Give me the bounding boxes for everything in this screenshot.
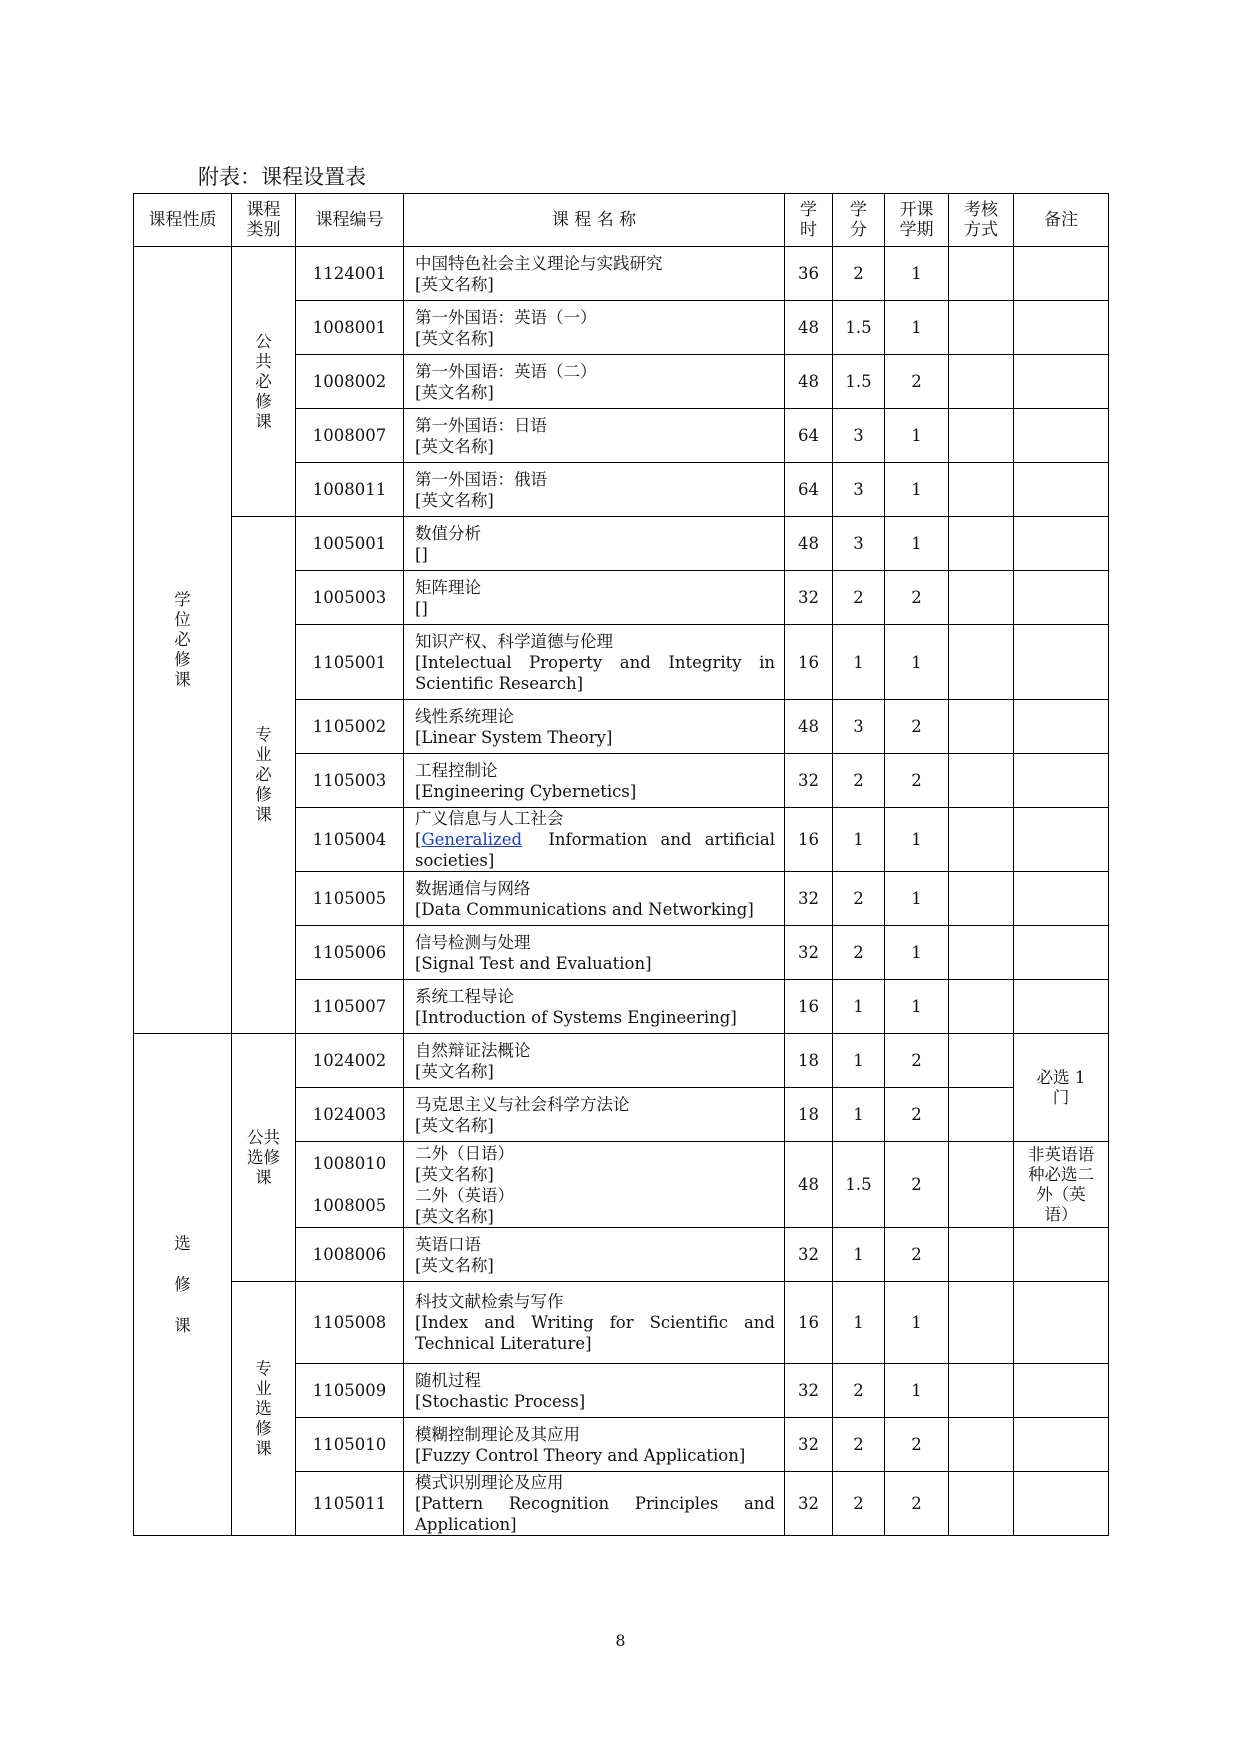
course-semester: 2 — [885, 1034, 949, 1088]
course-name: 知识产权、科学道德与伦理 [Intelectual Property and Integrity in Scientific Research] — [404, 625, 785, 700]
course-name: 二外（日语） [英文名称] 二外（英语） [英文名称] — [404, 1142, 785, 1228]
course-code: 1008002 — [296, 355, 404, 409]
course-code: 1105009 — [296, 1364, 404, 1418]
course-assessment — [949, 700, 1014, 754]
group-elective: 选修课 — [134, 1034, 232, 1536]
course-hours: 32 — [785, 1364, 833, 1418]
course-remark — [1014, 571, 1109, 625]
header-semester: 开课学期 — [885, 194, 949, 247]
course-remark — [1014, 1228, 1109, 1282]
group-public-required: 公共必修课 — [232, 247, 296, 517]
course-code: 1005003 — [296, 571, 404, 625]
course-assessment — [949, 1088, 1014, 1142]
course-semester: 1 — [885, 517, 949, 571]
course-code: 1105006 — [296, 926, 404, 980]
course-credits: 2 — [833, 247, 885, 301]
course-semester: 1 — [885, 1364, 949, 1418]
course-code: 1105008 — [296, 1282, 404, 1364]
course-assessment — [949, 517, 1014, 571]
course-hours: 16 — [785, 980, 833, 1034]
course-credits: 2 — [833, 1418, 885, 1472]
course-credits: 1 — [833, 1282, 885, 1364]
course-assessment — [949, 247, 1014, 301]
course-credits: 1 — [833, 1088, 885, 1142]
course-remark — [1014, 808, 1109, 872]
course-code: 1105003 — [296, 754, 404, 808]
course-remark — [1014, 517, 1109, 571]
header-nature: 课程性质 — [134, 194, 232, 247]
course-code: 1105007 — [296, 980, 404, 1034]
course-code: 1008007 — [296, 409, 404, 463]
remark-choose-one: 必选 1 门 — [1014, 1034, 1109, 1142]
course-credits: 3 — [833, 700, 885, 754]
course-semester: 1 — [885, 247, 949, 301]
course-name: 广义信息与人工社会 [Generalized Information and artificial societies] — [404, 808, 785, 872]
generalized-link[interactable]: Generalized — [421, 830, 523, 849]
header-hours: 学时 — [785, 194, 833, 247]
course-remark — [1014, 625, 1109, 700]
course-hours: 32 — [785, 1228, 833, 1282]
course-semester: 2 — [885, 700, 949, 754]
course-hours: 18 — [785, 1034, 833, 1088]
course-remark — [1014, 463, 1109, 517]
course-hours: 64 — [785, 409, 833, 463]
course-hours: 64 — [785, 463, 833, 517]
course-hours: 48 — [785, 517, 833, 571]
course-code: 1005001 — [296, 517, 404, 571]
course-hours: 16 — [785, 1282, 833, 1364]
course-credits: 2 — [833, 1472, 885, 1536]
course-name: 数据通信与网络 [Data Communications and Networking] — [404, 872, 785, 926]
course-assessment — [949, 1418, 1014, 1472]
course-credits: 2 — [833, 926, 885, 980]
header-assessment: 考核方式 — [949, 194, 1014, 247]
course-hours: 48 — [785, 301, 833, 355]
group-degree-required: 学位必修课 — [134, 247, 232, 1034]
course-assessment — [949, 754, 1014, 808]
course-table — [133, 193, 1109, 1536]
course-name: 第一外国语：日语 [英文名称] — [404, 409, 785, 463]
course-code: 1105001 — [296, 625, 404, 700]
course-code: 1105005 — [296, 872, 404, 926]
course-code: 1105011 — [296, 1472, 404, 1536]
course-hours: 32 — [785, 1472, 833, 1536]
course-assessment — [949, 808, 1014, 872]
course-assessment — [949, 463, 1014, 517]
course-semester: 2 — [885, 1088, 949, 1142]
course-credits: 2 — [833, 571, 885, 625]
course-name: 第一外国语：俄语 [英文名称] — [404, 463, 785, 517]
course-hours: 32 — [785, 754, 833, 808]
course-assessment — [949, 980, 1014, 1034]
course-credits: 1.5 — [833, 1142, 885, 1228]
course-credits: 2 — [833, 872, 885, 926]
course-code: 1124001 — [296, 247, 404, 301]
course-assessment — [949, 625, 1014, 700]
course-credits: 1 — [833, 808, 885, 872]
course-code: 1008006 — [296, 1228, 404, 1282]
course-credits: 1 — [833, 625, 885, 700]
course-credits: 1.5 — [833, 355, 885, 409]
course-code: 1008001 — [296, 301, 404, 355]
course-credits: 2 — [833, 754, 885, 808]
page-number: 8 — [615, 1631, 626, 1650]
group-major-elective: 专业选修课 — [232, 1282, 296, 1536]
course-assessment — [949, 872, 1014, 926]
course-assessment — [949, 1472, 1014, 1536]
course-semester: 2 — [885, 754, 949, 808]
course-assessment — [949, 926, 1014, 980]
table-row — [134, 517, 1109, 571]
course-hours: 48 — [785, 355, 833, 409]
course-assessment — [949, 571, 1014, 625]
group-major-required: 专业必修课 — [232, 517, 296, 1034]
course-remark — [1014, 355, 1109, 409]
course-remark — [1014, 301, 1109, 355]
course-name: 中国特色社会主义理论与实践研究 [英文名称] — [404, 247, 785, 301]
course-hours: 36 — [785, 247, 833, 301]
course-semester: 1 — [885, 872, 949, 926]
course-name: 系统工程导论 [Introduction of Systems Engineering] — [404, 980, 785, 1034]
course-name: 矩阵理论 [] — [404, 571, 785, 625]
course-hours: 16 — [785, 808, 833, 872]
course-code: 1105010 — [296, 1418, 404, 1472]
course-semester: 1 — [885, 1282, 949, 1364]
course-name: 科技文献检索与写作 [Index and Writing for Scientific and Technical Literature] — [404, 1282, 785, 1364]
header-name: 课 程 名 称 — [404, 194, 785, 247]
course-assessment — [949, 1034, 1014, 1088]
course-hours: 48 — [785, 1142, 833, 1228]
course-name: 工程控制论 [Engineering Cybernetics] — [404, 754, 785, 808]
course-semester: 2 — [885, 1418, 949, 1472]
table-title: 附表：课程设置表 — [198, 165, 366, 189]
course-hours: 32 — [785, 872, 833, 926]
table-row — [134, 247, 1109, 301]
course-name: 模糊控制理论及其应用 [Fuzzy Control Theory and Application] — [404, 1418, 785, 1472]
course-credits: 1 — [833, 1034, 885, 1088]
table-row — [134, 1034, 1109, 1088]
course-hours: 16 — [785, 625, 833, 700]
course-semester: 1 — [885, 980, 949, 1034]
course-code: 1105004 — [296, 808, 404, 872]
course-remark — [1014, 1282, 1109, 1364]
course-remark — [1014, 980, 1109, 1034]
course-remark — [1014, 700, 1109, 754]
course-remark — [1014, 1364, 1109, 1418]
header-remark: 备注 — [1014, 194, 1109, 247]
course-name: 第一外国语：英语（一） [英文名称] — [404, 301, 785, 355]
course-semester: 2 — [885, 1228, 949, 1282]
course-semester: 1 — [885, 926, 949, 980]
course-name: 第一外国语：英语（二） [英文名称] — [404, 355, 785, 409]
course-remark — [1014, 247, 1109, 301]
course-name: 马克思主义与社会科学方法论 [英文名称] — [404, 1088, 785, 1142]
course-name: 数值分析 [] — [404, 517, 785, 571]
course-semester: 1 — [885, 625, 949, 700]
course-semester: 1 — [885, 463, 949, 517]
course-hours: 32 — [785, 1418, 833, 1472]
course-code: 1105002 — [296, 700, 404, 754]
course-assessment — [949, 301, 1014, 355]
course-remark — [1014, 754, 1109, 808]
course-assessment — [949, 409, 1014, 463]
header-category: 课程类别 — [232, 194, 296, 247]
course-name: 自然辩证法概论 [英文名称] — [404, 1034, 785, 1088]
course-credits: 3 — [833, 517, 885, 571]
course-semester: 2 — [885, 1472, 949, 1536]
course-hours: 18 — [785, 1088, 833, 1142]
course-remark — [1014, 872, 1109, 926]
course-name: 线性系统理论 [Linear System Theory] — [404, 700, 785, 754]
course-name: 随机过程 [Stochastic Process] — [404, 1364, 785, 1418]
table-row — [134, 1282, 1109, 1364]
course-hours: 48 — [785, 700, 833, 754]
course-credits: 3 — [833, 463, 885, 517]
header-code: 课程编号 — [296, 194, 404, 247]
header-credits: 学分 — [833, 194, 885, 247]
course-semester: 1 — [885, 409, 949, 463]
course-assessment — [949, 1282, 1014, 1364]
course-remark — [1014, 1418, 1109, 1472]
course-semester: 2 — [885, 571, 949, 625]
course-semester: 2 — [885, 1142, 949, 1228]
remark-second-foreign: 非英语语种必选二外（英语） — [1014, 1142, 1109, 1228]
course-remark — [1014, 926, 1109, 980]
course-code: 1008010 1008005 — [296, 1142, 404, 1228]
course-assessment — [949, 1142, 1014, 1228]
course-code: 1008011 — [296, 463, 404, 517]
course-semester: 1 — [885, 808, 949, 872]
course-hours: 32 — [785, 571, 833, 625]
course-credits: 3 — [833, 409, 885, 463]
course-name: 模式识别理论及应用 [Pattern Recognition Principles and Application] — [404, 1472, 785, 1536]
course-assessment — [949, 1364, 1014, 1418]
header-row — [134, 194, 1109, 247]
course-remark — [1014, 409, 1109, 463]
course-remark — [1014, 1472, 1109, 1536]
course-credits: 1 — [833, 1228, 885, 1282]
course-semester: 2 — [885, 355, 949, 409]
course-assessment — [949, 355, 1014, 409]
course-name: 英语口语 [英文名称] — [404, 1228, 785, 1282]
course-assessment — [949, 1228, 1014, 1282]
course-code: 1024003 — [296, 1088, 404, 1142]
course-code: 1024002 — [296, 1034, 404, 1088]
course-credits: 1 — [833, 980, 885, 1034]
course-name: 信号检测与处理 [Signal Test and Evaluation] — [404, 926, 785, 980]
group-public-elective: 公共选修课 — [232, 1034, 296, 1282]
course-semester: 1 — [885, 301, 949, 355]
course-credits: 1.5 — [833, 301, 885, 355]
course-credits: 2 — [833, 1364, 885, 1418]
course-hours: 32 — [785, 926, 833, 980]
